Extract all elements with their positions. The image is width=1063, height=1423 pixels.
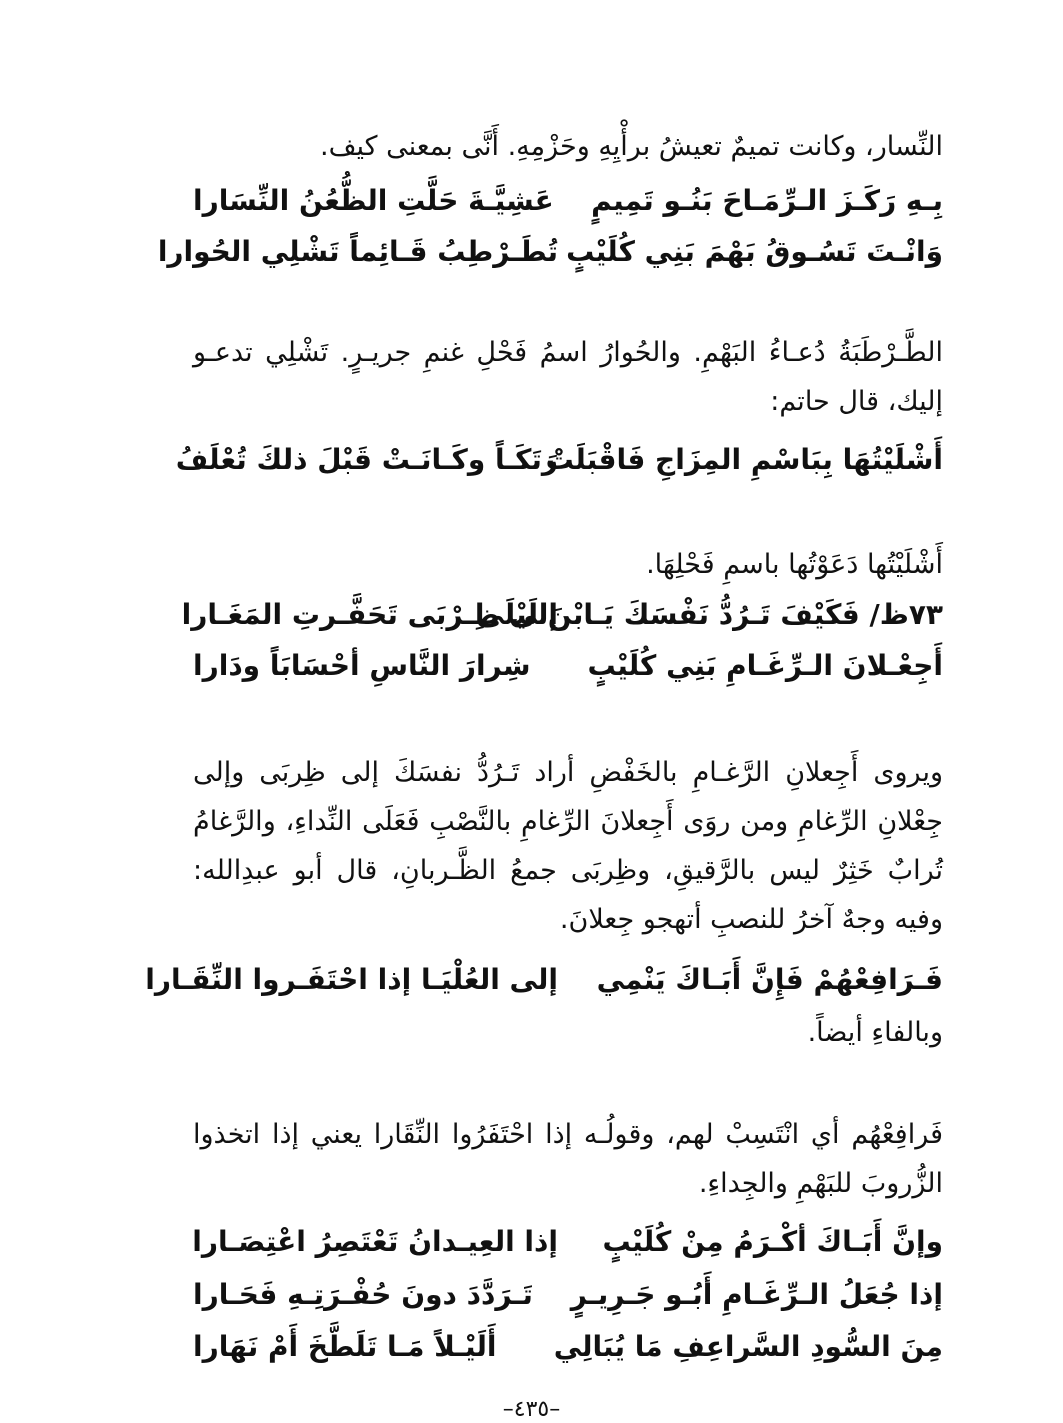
prose-paragraph: النِّسار، وكانت تميمٌ تعيشُ برأْيِهِ وحَزْمِهِ. أَنَّى بمعنى كيف. — [319, 131, 943, 162]
verse-line — [145, 955, 943, 1005]
verse-second-hemistich: أَلَيْـلاً مَـا تَلَطَّخَ أَمْ نَهَارا — [193, 1330, 497, 1363]
verse-line — [193, 641, 943, 691]
verse-first-hemistich: وإنَّ أَبَـاكَ أكْـرَمُ مِنْ كُلَيْبٍ — [602, 1225, 943, 1258]
verse-line — [193, 176, 943, 226]
prose-paragraph: ويروى أَجِعلانِ الرَّغـامِ بالخَفْضِ أراد تَـرُدُّ نفسَكَ إلى ظِربَى وإلى جِعْلانِ الرِّغامِ ومن روَى أَجِعلانَ الرِّغامِ بالنَّصْبِ فَعَلَى النِّداءِ، والرَّغامُ تُرابٌ خَثِرٌ ليس بالرَّقيقِ، وظِربَى جمعُ الظَّـربانِ، قال أبو عبدِالله: وفيه وجهٌ آخرُ للنصبِ أتهجو جِعلانَ. — [193, 757, 943, 935]
verse-line — [175, 435, 943, 485]
verse-first-hemistich: إذا جُعَلُ الـرِّغَـامِ أَبُـو جَـرِيـرٍ — [570, 1278, 943, 1311]
verse-first-hemistich: وَانْـتَ تَسُـوقُ بَهْمَ بَنِي كُلَيْبٍ — [566, 235, 943, 268]
verse-second-hemistich: إذا العِيـدانُ تَعْتَصِرُ اعْتِصَـارا — [192, 1225, 558, 1258]
verse-line — [181, 590, 943, 640]
verse-line — [193, 1270, 943, 1320]
verse-second-hemistich: تَـرَدَّدَ دونَ حُفْـرَتِـهِ فَحَـارا — [193, 1278, 533, 1311]
verse-line — [193, 1322, 943, 1372]
verse-first-hemistich: فَـرَافِعْهُمْ فَإِنَّ أَبَـاكَ يَنْمِي — [596, 963, 943, 996]
prose-paragraph: الطَّـرْطَبَةُ دُعـاءُ البَهْمِ. والحُوارُ اسمُ فَحْلِ غنمِ جريـرٍ. تَشْلِي تدعـو إليك، قال حاتم: — [193, 337, 943, 417]
verse-line — [157, 227, 943, 277]
verse-second-hemistich: إلى ظِـرْبَى تَحَفَّـرتِ المَغَـارا — [181, 598, 558, 631]
verse-first-hemistich: بِـهِ رَكَـزَ الـرِّمَـاحَ بَنُـو تَمِيمٍ — [591, 184, 943, 217]
page-number: –٤٣٥– — [502, 1397, 561, 1422]
verse-second-hemistich: رَتَكَـاً وكَـانَـتْ قَبْلَ ذلكَ تُعْلَفُ — [175, 443, 558, 476]
verse-second-hemistich: عَشِيَّـةَ حَلَّتِ الظُّعُنُ النِّسَارا — [193, 184, 554, 217]
verse-first-hemistich: مِنَ السُّودِ السَّراعِفِ مَا يُبَالِي — [553, 1330, 943, 1363]
verse-first-hemistich: ٧٣ظ/ فَكَيْفَ تَـرُدُّ نَفْسَكَ يَـابْنَ لَيْلَى — [476, 598, 943, 631]
prose-paragraph: فَرافِعْهُم أي انْتَسِبْ لهم، وقولُـه إذا احْتَفَرُوا النِّقَارا يعني إذا اتخذوا الزُّروبَ للبَهْمِ والجِداءِ. — [193, 1119, 943, 1199]
verse-first-hemistich: أَشْلَيْتُهَا بِبَاسْمِ المِزَاجِ فَاقْبَلَتْ — [545, 443, 943, 476]
verse-first-hemistich: أَجِعْـلانَ الـرِّغَـامِ بَنِي كُلَيْبٍ — [587, 649, 943, 682]
verse-line — [193, 1217, 943, 1267]
verse-second-hemistich: تُطَـرْطِبُ قَـائِماً تَشْلِي الحُوارا — [157, 235, 558, 268]
prose-paragraph: وبالفاءِ أيضاً. — [807, 1017, 943, 1048]
verse-second-hemistich: إلى العُلْيَـا إذا احْتَفَـروا النِّقَـارا — [145, 963, 558, 996]
prose-paragraph: أَشْلَيْتُها دَعَوْتُها باسمِ فَحْلِهَا. — [646, 549, 943, 580]
verse-second-hemistich: شِرارَ النَّاسِ أحْسَابَاً ودَارا — [193, 649, 531, 682]
